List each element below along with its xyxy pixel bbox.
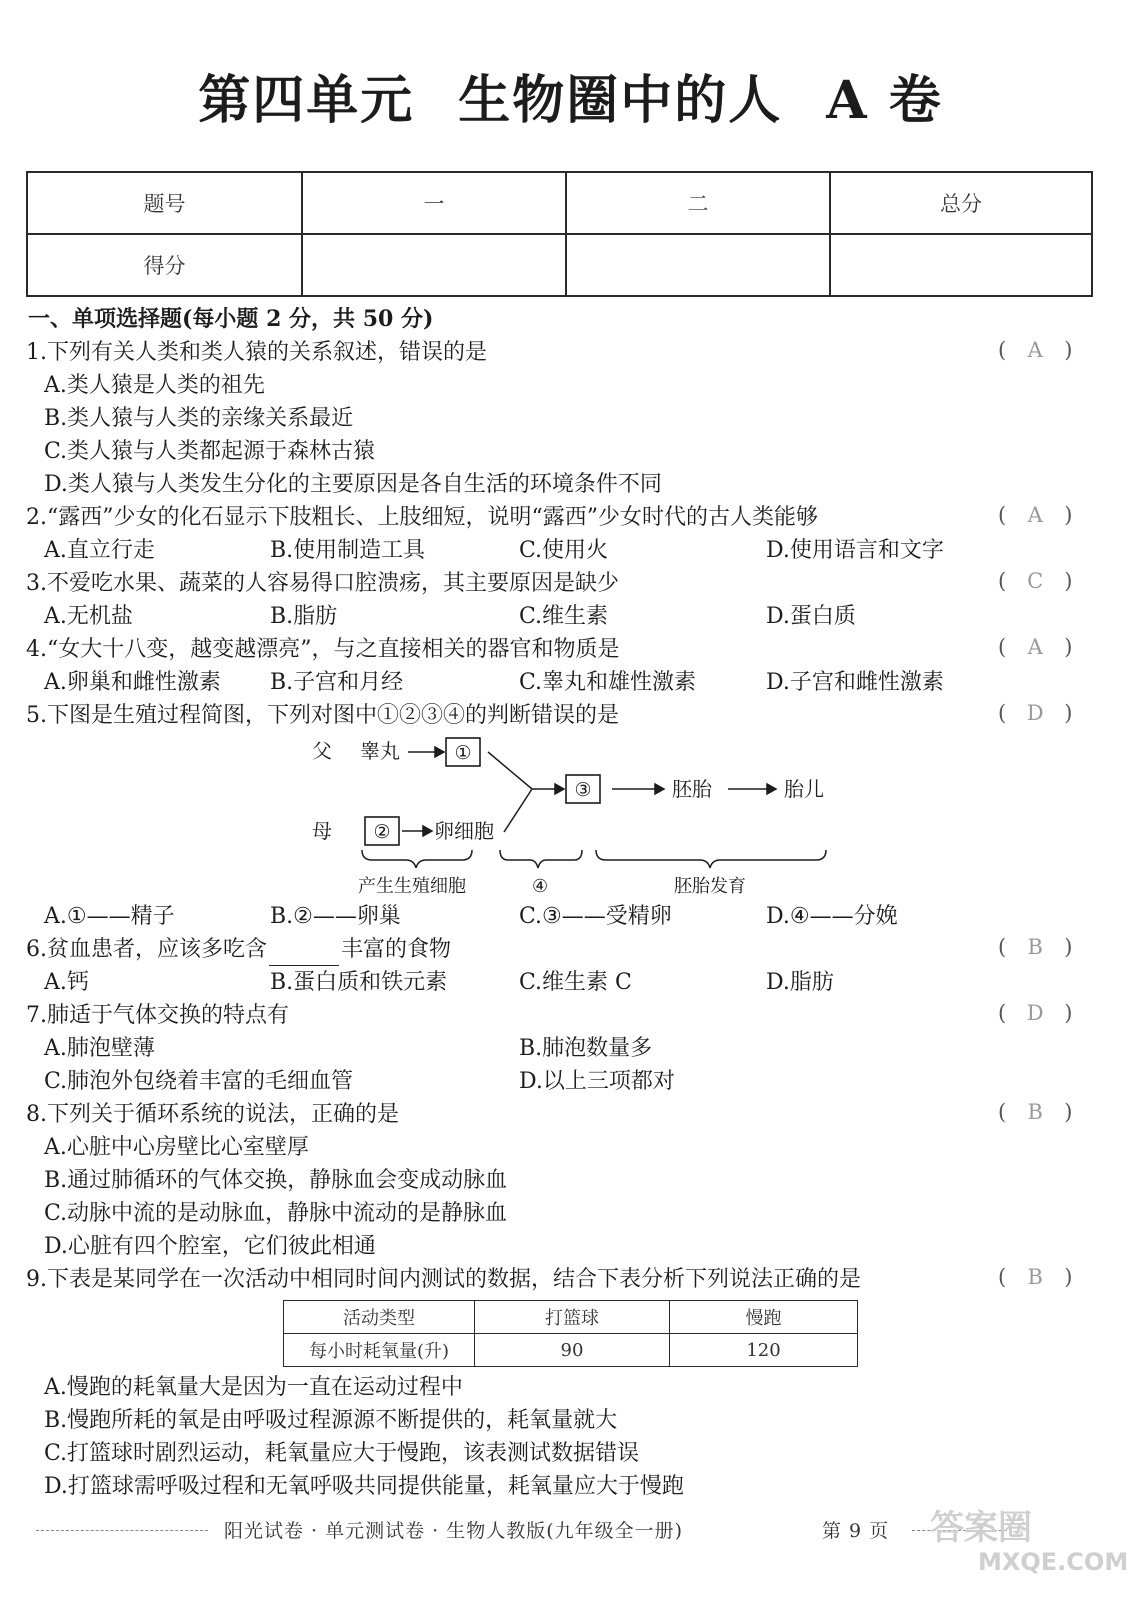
activity-header-basketball: 打篮球 <box>475 1301 670 1334</box>
diagram-father-label: 父 <box>312 739 332 763</box>
option: B.②——卵巢 <box>270 904 401 929</box>
question-stem: 2.“露西”少女的化石显示下肢粗长、上肢细短，说明“露西”少女时代的古人类能够 <box>26 505 818 530</box>
question-stem: 1.下列有关人类和类人猿的关系叙述，错误的是 <box>26 340 487 365</box>
option: D.子宫和雌性激素 <box>766 670 944 695</box>
activity-header-type: 活动类型 <box>284 1301 475 1334</box>
question-stem: 3.不爱吃水果、蔬菜的人容易得口腔溃疡，其主要原因是缺少 <box>26 571 619 596</box>
option: B.肺泡数量多 <box>519 1036 653 1061</box>
option: D.以上三项都对 <box>519 1069 675 1094</box>
option: C.维生素 C <box>519 970 632 995</box>
page-number: 第 9 页 <box>822 1520 890 1542</box>
score-cell-total[interactable] <box>830 234 1092 296</box>
footer-divider-left <box>36 1530 208 1531</box>
option: A.①——精子 <box>44 904 175 929</box>
score-row-label: 得分 <box>27 234 302 296</box>
answer-bracket: ( D ) <box>998 1001 1073 1025</box>
diagram-box-1-label: ① <box>454 742 472 764</box>
option: C.③——受精卵 <box>519 904 672 929</box>
score-header-section1: 一 <box>302 172 566 234</box>
option: C.肺泡外包绕着丰富的毛细血管 <box>44 1069 354 1094</box>
score-header-total: 总分 <box>830 172 1092 234</box>
watermark-logo: 答案圈 <box>930 1508 1032 1548</box>
question-stem: 4.“女大十八变，越变越漂亮”，与之直接相关的器官和物质是 <box>26 637 620 662</box>
activity-table <box>283 1300 858 1367</box>
page-title <box>0 58 1141 133</box>
option: D.脂肪 <box>766 970 834 995</box>
activity-row-label: 每小时耗氧量(升) <box>284 1334 475 1367</box>
answer-bracket: ( A ) <box>998 338 1073 362</box>
diagram-box-3-label: ③ <box>574 779 592 801</box>
option: D.④——分娩 <box>766 904 898 929</box>
option: D.蛋白质 <box>766 604 856 629</box>
option: C.睾丸和雄性激素 <box>519 670 697 695</box>
question-stem: 6.贫血患者，应该多吃含 丰富的食物 <box>26 933 451 966</box>
section-heading: 一、单项选择题(每小题 2 分，共 50 分) <box>28 306 434 332</box>
option: C.维生素 <box>519 604 609 629</box>
option: D.心脏有四个腔室，它们彼此相通 <box>44 1234 376 1259</box>
score-cell-section2[interactable] <box>566 234 830 296</box>
option: B.使用制造工具 <box>270 538 426 563</box>
option: C.使用火 <box>519 538 609 563</box>
option: C.类人猿与人类都起源于森林古猿 <box>44 439 376 464</box>
diagram-testis-label: 睾丸 <box>360 739 400 763</box>
question-stem: 8.下列关于循环系统的说法，正确的是 <box>26 1102 399 1127</box>
option: A.直立行走 <box>44 538 155 563</box>
option: A.类人猿是人类的祖先 <box>44 373 265 398</box>
diagram-box-2-label: ② <box>373 821 391 843</box>
answer-bracket: ( B ) <box>998 935 1073 959</box>
fill-blank[interactable] <box>269 943 339 966</box>
option: A.慢跑的耗氧量大是因为一直在运动过程中 <box>44 1375 463 1400</box>
score-table <box>26 171 1093 297</box>
title-paper: A 卷 <box>826 70 943 131</box>
diagram-embryo-label: 胚胎 <box>672 777 712 801</box>
answer-bracket: ( C ) <box>998 569 1073 593</box>
activity-header-jogging: 慢跑 <box>670 1301 858 1334</box>
option: B.通过肺循环的气体交换，静脉血会变成动脉血 <box>44 1168 508 1193</box>
option: A.心脏中心房壁比心室壁厚 <box>44 1135 309 1160</box>
option: B.蛋白质和铁元素 <box>270 970 448 995</box>
option: B.子宫和月经 <box>270 670 404 695</box>
score-header-section2: 二 <box>566 172 830 234</box>
option: B.脂肪 <box>270 604 338 629</box>
diagram-brace-label-4: ④ <box>532 876 549 897</box>
option: D.类人猿与人类发生分化的主要原因是各自生活的环境条件不同 <box>44 472 662 497</box>
diagram-mother-label: 母 <box>312 819 332 843</box>
title-topic: 生物圈中的人 <box>458 70 783 131</box>
option: A.无机盐 <box>44 604 133 629</box>
option: B.类人猿与人类的亲缘关系最近 <box>44 406 354 431</box>
question-stem: 7.肺适于气体交换的特点有 <box>26 1003 289 1028</box>
option: A.钙 <box>44 970 89 995</box>
option: C.动脉中流的是动脉血，静脉中流动的是静脉血 <box>44 1201 508 1226</box>
answer-bracket: ( A ) <box>998 635 1073 659</box>
option: A.肺泡壁薄 <box>44 1036 155 1061</box>
option: D.使用语言和文字 <box>766 538 944 563</box>
option: B.慢跑所耗的氧是由呼吸过程源源不断提供的，耗氧量就大 <box>44 1408 618 1433</box>
diagram-brace-label-gametes: 产生生殖细胞 <box>358 876 466 897</box>
option: A.卵巢和雌性激素 <box>44 670 221 695</box>
answer-bracket: ( D ) <box>998 701 1073 725</box>
score-header-number: 题号 <box>27 172 302 234</box>
reproduction-diagram <box>300 732 840 900</box>
score-cell-section1[interactable] <box>302 234 566 296</box>
question-stem: 5.下图是生殖过程简图，下列对图中①②③④的判断错误的是 <box>26 703 619 728</box>
option: D.打篮球需呼吸过程和无氧呼吸共同提供能量，耗氧量应大于慢跑 <box>44 1474 684 1499</box>
activity-value-basketball: 90 <box>475 1334 670 1367</box>
diagram-brace-label-development: 胚胎发育 <box>674 876 746 897</box>
answer-bracket: ( B ) <box>998 1100 1073 1124</box>
question-stem: 9.下表是某同学在一次活动中相同时间内测试的数据，结合下表分析下列说法正确的是 <box>26 1267 861 1292</box>
footer-text: 阳光试卷 · 单元测试卷 · 生物人教版(九年级全一册) <box>224 1520 684 1542</box>
answer-bracket: ( A ) <box>998 503 1073 527</box>
activity-value-jogging: 120 <box>670 1334 858 1367</box>
option: C.打篮球时剧烈运动，耗氧量应大于慢跑，该表测试数据错误 <box>44 1441 640 1466</box>
diagram-fetus-label: 胎儿 <box>784 777 824 801</box>
title-unit: 第四单元 <box>198 70 415 131</box>
diagram-egg-label: 卵细胞 <box>434 819 494 843</box>
watermark-url: MXQE.COM <box>978 1548 1129 1576</box>
answer-bracket: ( B ) <box>998 1265 1073 1289</box>
